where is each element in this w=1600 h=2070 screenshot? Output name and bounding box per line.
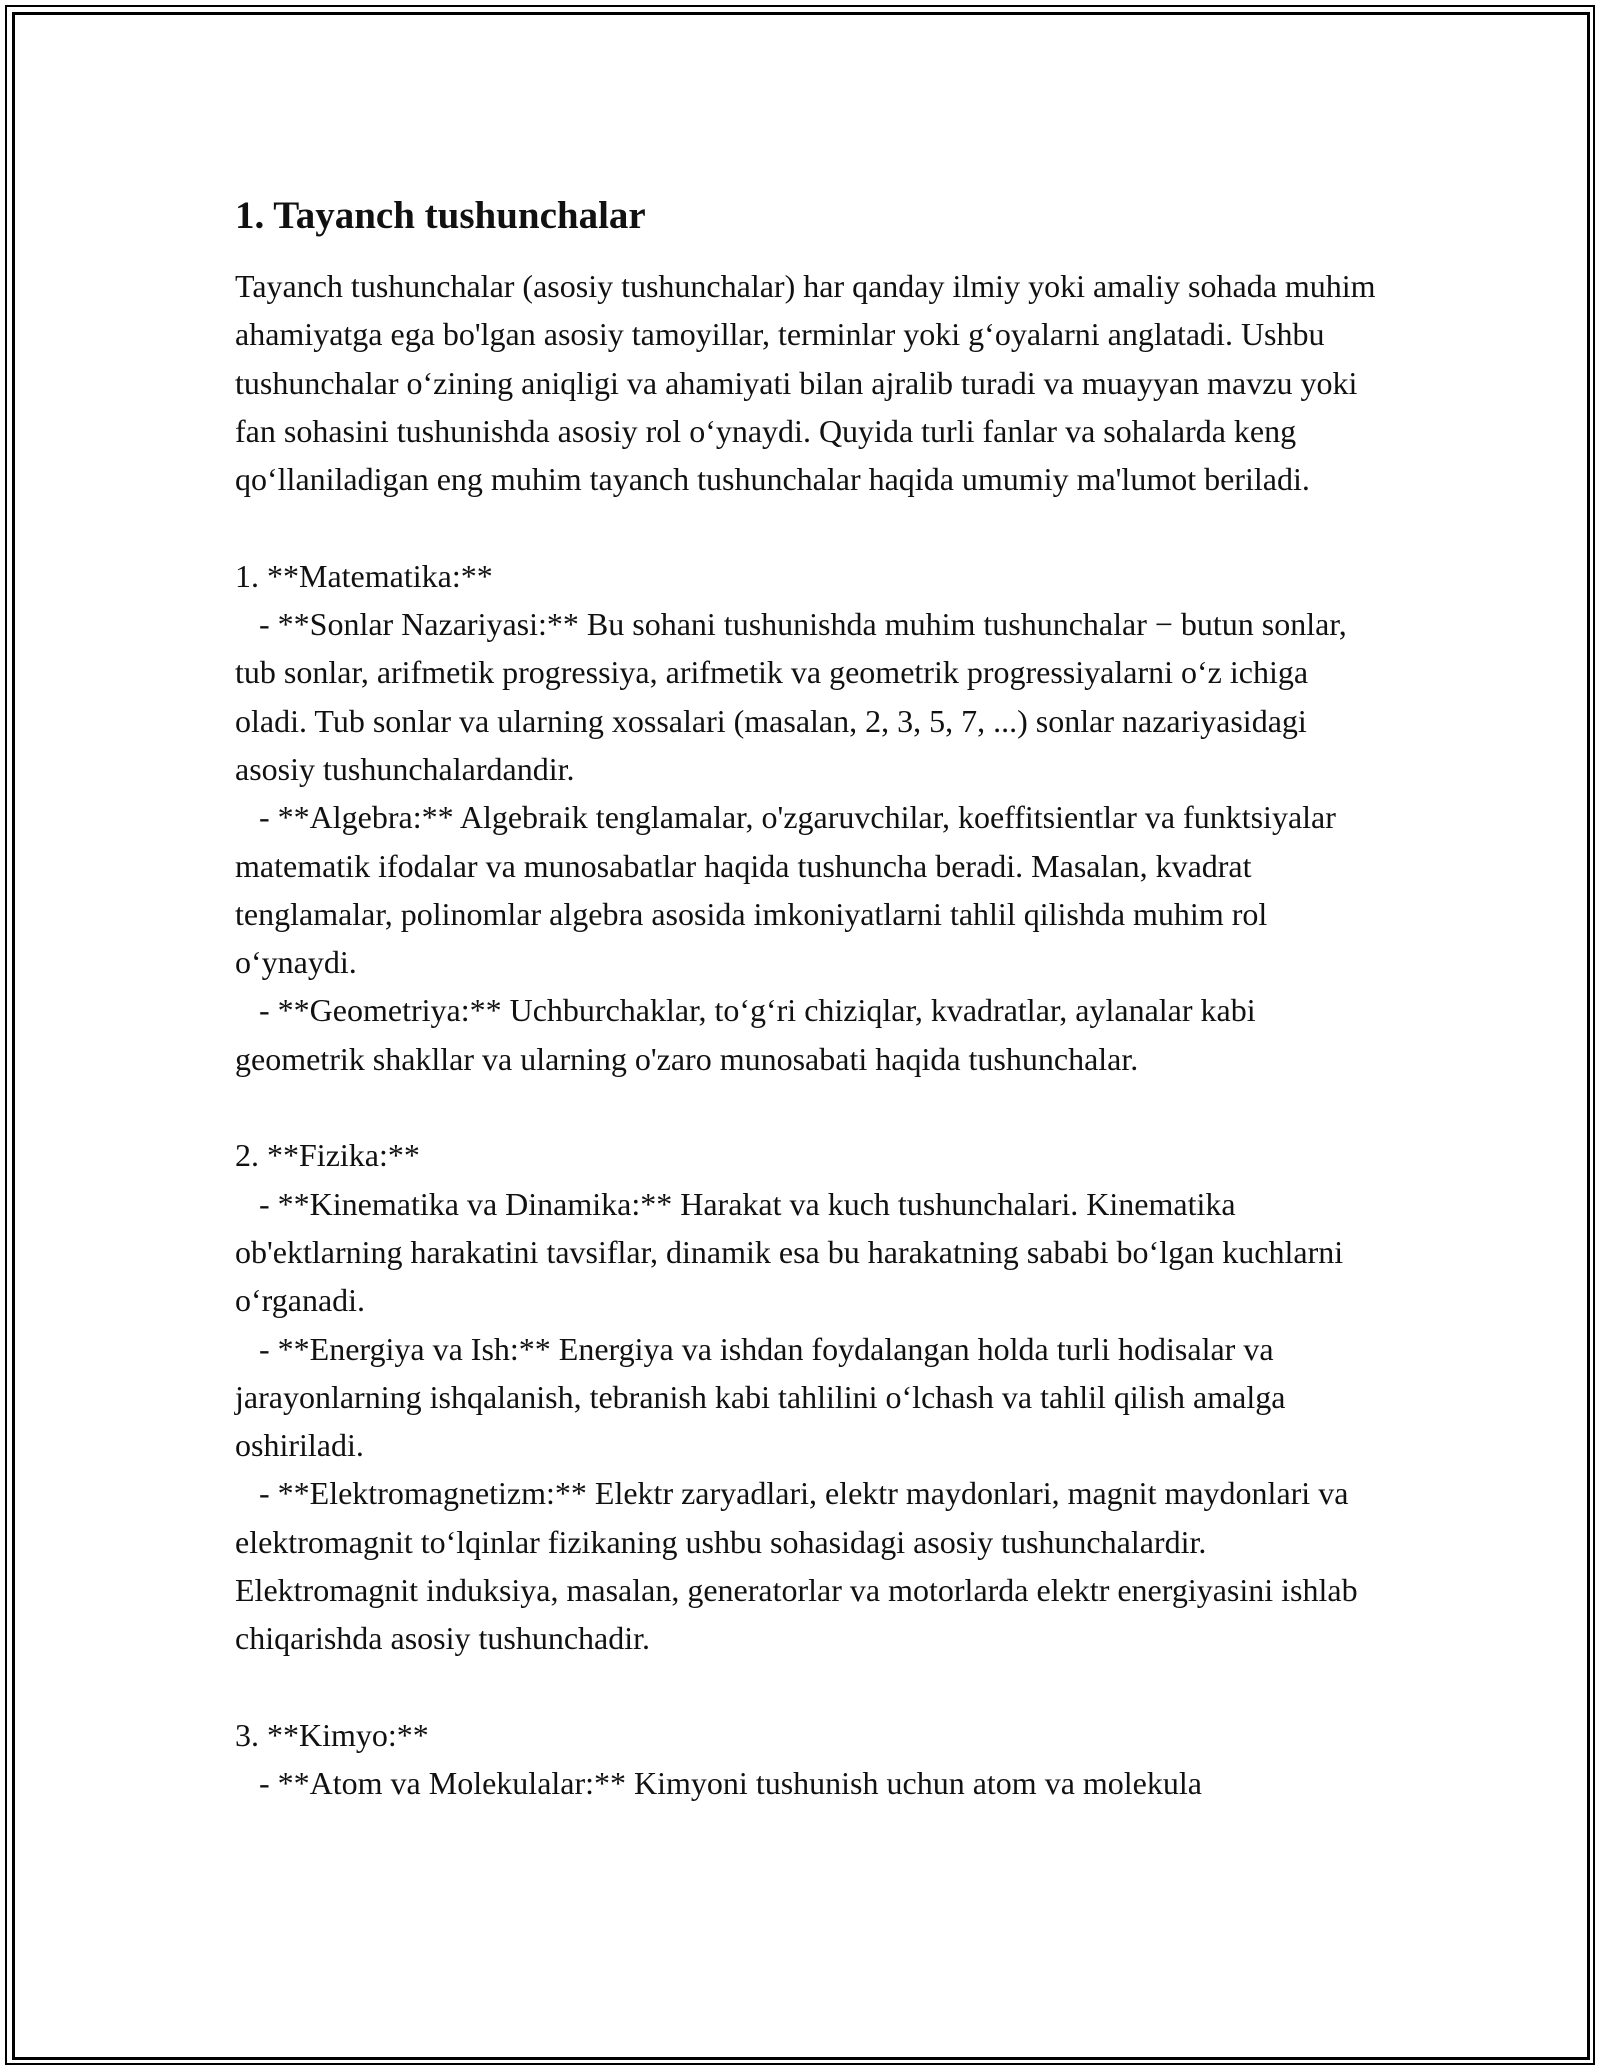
section-heading: 1. Tayanch tushunchalar <box>235 194 646 237</box>
document-content <box>235 188 1385 1808</box>
section-body-text: Tayanch tushunchalar (asosiy tushunchalar) har qanday ilmiy yoki amaliy sohada muhim ahamiyatga ega bo'lgan asosiy tamoyillar, terminlar yoki g‘oyalarni anglatadi. Ushbu tushunchalar o‘zining aniqligi va ahamiyati bilan ajralib turadi va muayyan mavzu yoki fan sohasini tushunishda asosiy rol o‘ynaydi. Quyida turli fanlar va sohalarda keng qo‘llaniladigan eng muhim tayanch tushunchalar haqida umumiy ma'lumot beriladi. 1. **Matematika:** - **Sonlar Nazariyasi:** Bu sohani tushunishda muhim tushunchalar − butun sonlar, tub sonlar, arifmetik progressiya, arifmetik va geometrik progressiyalarni o‘z ichiga oladi. Tub sonlar va ularning xossalari (masalan, 2, 3, 5, 7, ...) sonlar nazariyasidagi asosiy tushunchalardandir. - **Algebra:** Algebraik tenglamalar, o'zgaruvchilar, koeffitsientlar va funktsiyalar matematik ifodalar va munosabatlar haqida tushuncha beradi. Masalan, kvadrat tenglamalar, polinomlar algebra asosida imkoniyatlarni tahlil qilishda muhim rol o‘ynaydi. - **Geometriya:** Uchburchaklar, to‘g‘ri chiziqlar, kvadratlar, aylanalar kabi geometrik shakllar va ularning o'zaro munosabati haqida tushunchalar. 2. **Fizika:** - **Kinematika va Dinamika:** Harakat va kuch tushunchalari. Kinematika ob'ektlarning harakatini tavsiflar, dinamik esa bu harakatning sababi bo‘lgan kuchlarni o‘rganadi. - **Energiya va Ish:** Energiya va ishdan foydalangan holda turli hodisalar va jarayonlarning ishqalanish, tebranish kabi tahlilini o‘lchash va tahlil qilish amalga oshiriladi. - **Elektromagnetizm:** Elektr zaryadlari, elektr maydonlari, magnit maydonlari va elektromagnit to‘lqinlar fizikaning ushbu sohasidagi asosiy tushunchalardir. Elektromagnit induksiya, masalan, generatorlar va motorlarda elektr energiyasini ishlab chiqarishda asosiy tushunchadir. 3. **Kimyo:** - **Atom va Molekulalar:** Kimyoni tushunish uchun atom va molekula <box>235 268 1376 1802</box>
